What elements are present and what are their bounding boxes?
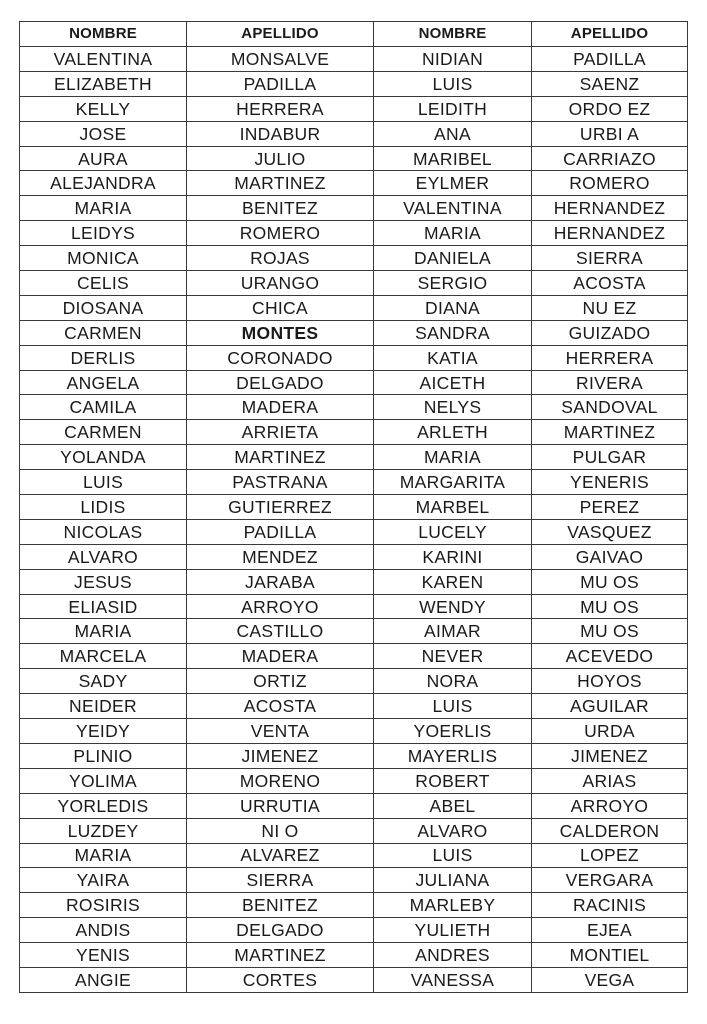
- table-row: [20, 694, 688, 719]
- names-sheet: [19, 21, 687, 996]
- cell-apellido-1: NI O: [187, 818, 374, 843]
- cell-nombre-1: LEIDYS: [20, 221, 187, 246]
- cell-apellido-1: ALVAREZ: [187, 843, 374, 868]
- table-row: [20, 793, 688, 818]
- cell-nombre-2: LUIS: [374, 694, 532, 719]
- cell-apellido-2: URBI A: [532, 121, 688, 146]
- cell-nombre-1: CARMEN: [20, 320, 187, 345]
- cell-apellido-2: PULGAR: [532, 445, 688, 470]
- cell-apellido-1: ARRIETA: [187, 420, 374, 445]
- cell-nombre-2: MARLEBY: [374, 893, 532, 918]
- table-row: [20, 470, 688, 495]
- header-apellido-1: APELLIDO: [187, 22, 374, 47]
- cell-apellido-2: VEGA: [532, 967, 688, 992]
- cell-apellido-2: EJEA: [532, 918, 688, 943]
- cell-nombre-2: VALENTINA: [374, 196, 532, 221]
- cell-nombre-2: ABEL: [374, 793, 532, 818]
- cell-nombre-1: NEIDER: [20, 694, 187, 719]
- table-row: [20, 146, 688, 171]
- cell-nombre-2: EYLMER: [374, 171, 532, 196]
- cell-apellido-2: ARROYO: [532, 793, 688, 818]
- cell-apellido-1: MONTES: [187, 320, 374, 345]
- cell-nombre-1: YOLANDA: [20, 445, 187, 470]
- table-row: [20, 967, 688, 992]
- header-apellido-2: APELLIDO: [532, 22, 688, 47]
- cell-nombre-1: CAMILA: [20, 395, 187, 420]
- cell-apellido-2: YENERIS: [532, 470, 688, 495]
- cell-apellido-1: VENTA: [187, 719, 374, 744]
- cell-apellido-2: MONTIEL: [532, 943, 688, 968]
- table-row: [20, 544, 688, 569]
- cell-nombre-1: ROSIRIS: [20, 893, 187, 918]
- cell-apellido-1: MENDEZ: [187, 544, 374, 569]
- cell-apellido-2: HOYOS: [532, 669, 688, 694]
- cell-apellido-2: CARRIAZO: [532, 146, 688, 171]
- cell-nombre-2: ARLETH: [374, 420, 532, 445]
- cell-nombre-1: AURA: [20, 146, 187, 171]
- cell-nombre-1: KELLY: [20, 96, 187, 121]
- cell-nombre-1: LUZDEY: [20, 818, 187, 843]
- cell-nombre-2: MAYERLIS: [374, 743, 532, 768]
- cell-apellido-1: URRUTIA: [187, 793, 374, 818]
- table-row: [20, 768, 688, 793]
- cell-nombre-2: AIMAR: [374, 619, 532, 644]
- table-header: [20, 22, 688, 47]
- table-row: [20, 295, 688, 320]
- cell-nombre-2: ALVARO: [374, 818, 532, 843]
- cell-nombre-1: CARMEN: [20, 420, 187, 445]
- cell-nombre-1: MARIA: [20, 619, 187, 644]
- cell-nombre-1: NICOLAS: [20, 519, 187, 544]
- cell-nombre-2: SANDRA: [374, 320, 532, 345]
- cell-apellido-1: CORTES: [187, 967, 374, 992]
- table-row: [20, 320, 688, 345]
- cell-apellido-2: PEREZ: [532, 495, 688, 520]
- cell-apellido-1: BENITEZ: [187, 893, 374, 918]
- cell-apellido-2: LOPEZ: [532, 843, 688, 868]
- cell-apellido-2: AGUILAR: [532, 694, 688, 719]
- table-row: [20, 669, 688, 694]
- cell-nombre-1: MARIA: [20, 196, 187, 221]
- table-row: [20, 395, 688, 420]
- cell-nombre-2: KATIA: [374, 345, 532, 370]
- cell-apellido-2: HERRERA: [532, 345, 688, 370]
- cell-nombre-1: ANGIE: [20, 967, 187, 992]
- cell-apellido-2: MARTINEZ: [532, 420, 688, 445]
- cell-apellido-1: JARABA: [187, 569, 374, 594]
- cell-apellido-2: ORDO EZ: [532, 96, 688, 121]
- header-nombre-2: NOMBRE: [374, 22, 532, 47]
- cell-nombre-2: SERGIO: [374, 271, 532, 296]
- cell-nombre-1: YORLEDIS: [20, 793, 187, 818]
- cell-nombre-2: MARIA: [374, 445, 532, 470]
- header-row: [20, 22, 688, 47]
- cell-nombre-1: ELIZABETH: [20, 71, 187, 96]
- cell-apellido-2: VERGARA: [532, 868, 688, 893]
- cell-apellido-1: CHICA: [187, 295, 374, 320]
- cell-apellido-2: CALDERON: [532, 818, 688, 843]
- table-row: [20, 843, 688, 868]
- cell-apellido-1: MADERA: [187, 395, 374, 420]
- cell-nombre-2: KAREN: [374, 569, 532, 594]
- cell-nombre-2: LUCELY: [374, 519, 532, 544]
- cell-apellido-1: MORENO: [187, 768, 374, 793]
- cell-nombre-1: ANDIS: [20, 918, 187, 943]
- cell-apellido-1: HERRERA: [187, 96, 374, 121]
- cell-apellido-1: BENITEZ: [187, 196, 374, 221]
- cell-apellido-1: PADILLA: [187, 71, 374, 96]
- cell-nombre-2: MARIA: [374, 221, 532, 246]
- table-row: [20, 918, 688, 943]
- cell-nombre-1: JOSE: [20, 121, 187, 146]
- cell-nombre-1: ELIASID: [20, 594, 187, 619]
- cell-apellido-2: VASQUEZ: [532, 519, 688, 544]
- table-row: [20, 818, 688, 843]
- table-row: [20, 519, 688, 544]
- cell-nombre-2: VANESSA: [374, 967, 532, 992]
- cell-apellido-1: ROMERO: [187, 221, 374, 246]
- cell-nombre-1: JESUS: [20, 569, 187, 594]
- cell-apellido-1: ORTIZ: [187, 669, 374, 694]
- cell-nombre-2: NELYS: [374, 395, 532, 420]
- cell-apellido-2: ACEVEDO: [532, 644, 688, 669]
- cell-apellido-2: GUIZADO: [532, 320, 688, 345]
- cell-nombre-1: ALVARO: [20, 544, 187, 569]
- table-row: [20, 619, 688, 644]
- cell-apellido-1: URANGO: [187, 271, 374, 296]
- cell-apellido-2: ARIAS: [532, 768, 688, 793]
- cell-apellido-1: DELGADO: [187, 918, 374, 943]
- cell-apellido-1: CASTILLO: [187, 619, 374, 644]
- table-row: [20, 71, 688, 96]
- cell-apellido-2: URDA: [532, 719, 688, 744]
- table-row: [20, 246, 688, 271]
- cell-apellido-1: MARTINEZ: [187, 171, 374, 196]
- cell-nombre-2: JULIANA: [374, 868, 532, 893]
- cell-apellido-1: GUTIERREZ: [187, 495, 374, 520]
- table-row: [20, 743, 688, 768]
- cell-nombre-2: ANDRES: [374, 943, 532, 968]
- cell-nombre-1: YAIRA: [20, 868, 187, 893]
- cell-apellido-2: SIERRA: [532, 246, 688, 271]
- cell-nombre-1: YEIDY: [20, 719, 187, 744]
- cell-nombre-2: WENDY: [374, 594, 532, 619]
- cell-apellido-1: MADERA: [187, 644, 374, 669]
- cell-nombre-2: LUIS: [374, 843, 532, 868]
- cell-nombre-2: ANA: [374, 121, 532, 146]
- cell-apellido-1: SIERRA: [187, 868, 374, 893]
- cell-apellido-2: ACOSTA: [532, 271, 688, 296]
- cell-apellido-1: MARTINEZ: [187, 943, 374, 968]
- cell-nombre-2: MARBEL: [374, 495, 532, 520]
- cell-apellido-1: ROJAS: [187, 246, 374, 271]
- table-row: [20, 171, 688, 196]
- cell-nombre-1: YENIS: [20, 943, 187, 968]
- cell-apellido-1: CORONADO: [187, 345, 374, 370]
- table-row: [20, 47, 688, 72]
- cell-apellido-1: PADILLA: [187, 519, 374, 544]
- cell-apellido-2: GAIVAO: [532, 544, 688, 569]
- cell-nombre-1: CELIS: [20, 271, 187, 296]
- cell-apellido-2: SANDOVAL: [532, 395, 688, 420]
- cell-nombre-1: VALENTINA: [20, 47, 187, 72]
- cell-apellido-2: JIMENEZ: [532, 743, 688, 768]
- header-nombre-1: NOMBRE: [20, 22, 187, 47]
- cell-nombre-2: YOERLIS: [374, 719, 532, 744]
- table-row: [20, 420, 688, 445]
- cell-nombre-2: MARGARITA: [374, 470, 532, 495]
- cell-nombre-2: ROBERT: [374, 768, 532, 793]
- cell-nombre-2: NEVER: [374, 644, 532, 669]
- cell-apellido-1: MARTINEZ: [187, 445, 374, 470]
- table-row: [20, 121, 688, 146]
- cell-apellido-1: JULIO: [187, 146, 374, 171]
- cell-nombre-2: YULIETH: [374, 918, 532, 943]
- cell-apellido-1: PASTRANA: [187, 470, 374, 495]
- cell-apellido-2: HERNANDEZ: [532, 221, 688, 246]
- cell-apellido-2: RACINIS: [532, 893, 688, 918]
- table-row: [20, 345, 688, 370]
- cell-nombre-2: AICETH: [374, 370, 532, 395]
- cell-nombre-2: DANIELA: [374, 246, 532, 271]
- cell-nombre-1: PLINIO: [20, 743, 187, 768]
- cell-nombre-2: KARINI: [374, 544, 532, 569]
- cell-apellido-2: RIVERA: [532, 370, 688, 395]
- table-row: [20, 221, 688, 246]
- cell-nombre-1: LUIS: [20, 470, 187, 495]
- cell-nombre-1: LIDIS: [20, 495, 187, 520]
- cell-nombre-2: LEIDITH: [374, 96, 532, 121]
- cell-apellido-1: DELGADO: [187, 370, 374, 395]
- cell-nombre-2: MARIBEL: [374, 146, 532, 171]
- table-row: [20, 445, 688, 470]
- cell-apellido-1: INDABUR: [187, 121, 374, 146]
- cell-nombre-2: LUIS: [374, 71, 532, 96]
- cell-nombre-1: ALEJANDRA: [20, 171, 187, 196]
- table-row: [20, 370, 688, 395]
- cell-nombre-1: MONICA: [20, 246, 187, 271]
- table-row: [20, 719, 688, 744]
- cell-nombre-2: DIANA: [374, 295, 532, 320]
- cell-apellido-2: MU OS: [532, 569, 688, 594]
- cell-nombre-2: NIDIAN: [374, 47, 532, 72]
- table-row: [20, 495, 688, 520]
- table-row: [20, 96, 688, 121]
- cell-apellido-1: JIMENEZ: [187, 743, 374, 768]
- table-row: [20, 868, 688, 893]
- cell-nombre-1: MARIA: [20, 843, 187, 868]
- table-row: [20, 644, 688, 669]
- cell-nombre-1: YOLIMA: [20, 768, 187, 793]
- cell-nombre-1: DERLIS: [20, 345, 187, 370]
- cell-nombre-1: MARCELA: [20, 644, 187, 669]
- cell-apellido-2: MU OS: [532, 619, 688, 644]
- cell-apellido-1: ACOSTA: [187, 694, 374, 719]
- table-row: [20, 594, 688, 619]
- cell-apellido-2: PADILLA: [532, 47, 688, 72]
- cell-apellido-2: NU EZ: [532, 295, 688, 320]
- table-row: [20, 196, 688, 221]
- names-table: [19, 21, 688, 993]
- cell-apellido-1: MONSALVE: [187, 47, 374, 72]
- cell-nombre-1: ANGELA: [20, 370, 187, 395]
- cell-nombre-1: DIOSANA: [20, 295, 187, 320]
- cell-apellido-1: ARROYO: [187, 594, 374, 619]
- cell-apellido-2: MU OS: [532, 594, 688, 619]
- cell-apellido-2: ROMERO: [532, 171, 688, 196]
- table-row: [20, 893, 688, 918]
- cell-nombre-1: SADY: [20, 669, 187, 694]
- cell-nombre-2: NORA: [374, 669, 532, 694]
- table-row: [20, 569, 688, 594]
- cell-apellido-2: HERNANDEZ: [532, 196, 688, 221]
- table-row: [20, 943, 688, 968]
- cell-apellido-2: SAENZ: [532, 71, 688, 96]
- table-body: [20, 47, 688, 993]
- table-row: [20, 271, 688, 296]
